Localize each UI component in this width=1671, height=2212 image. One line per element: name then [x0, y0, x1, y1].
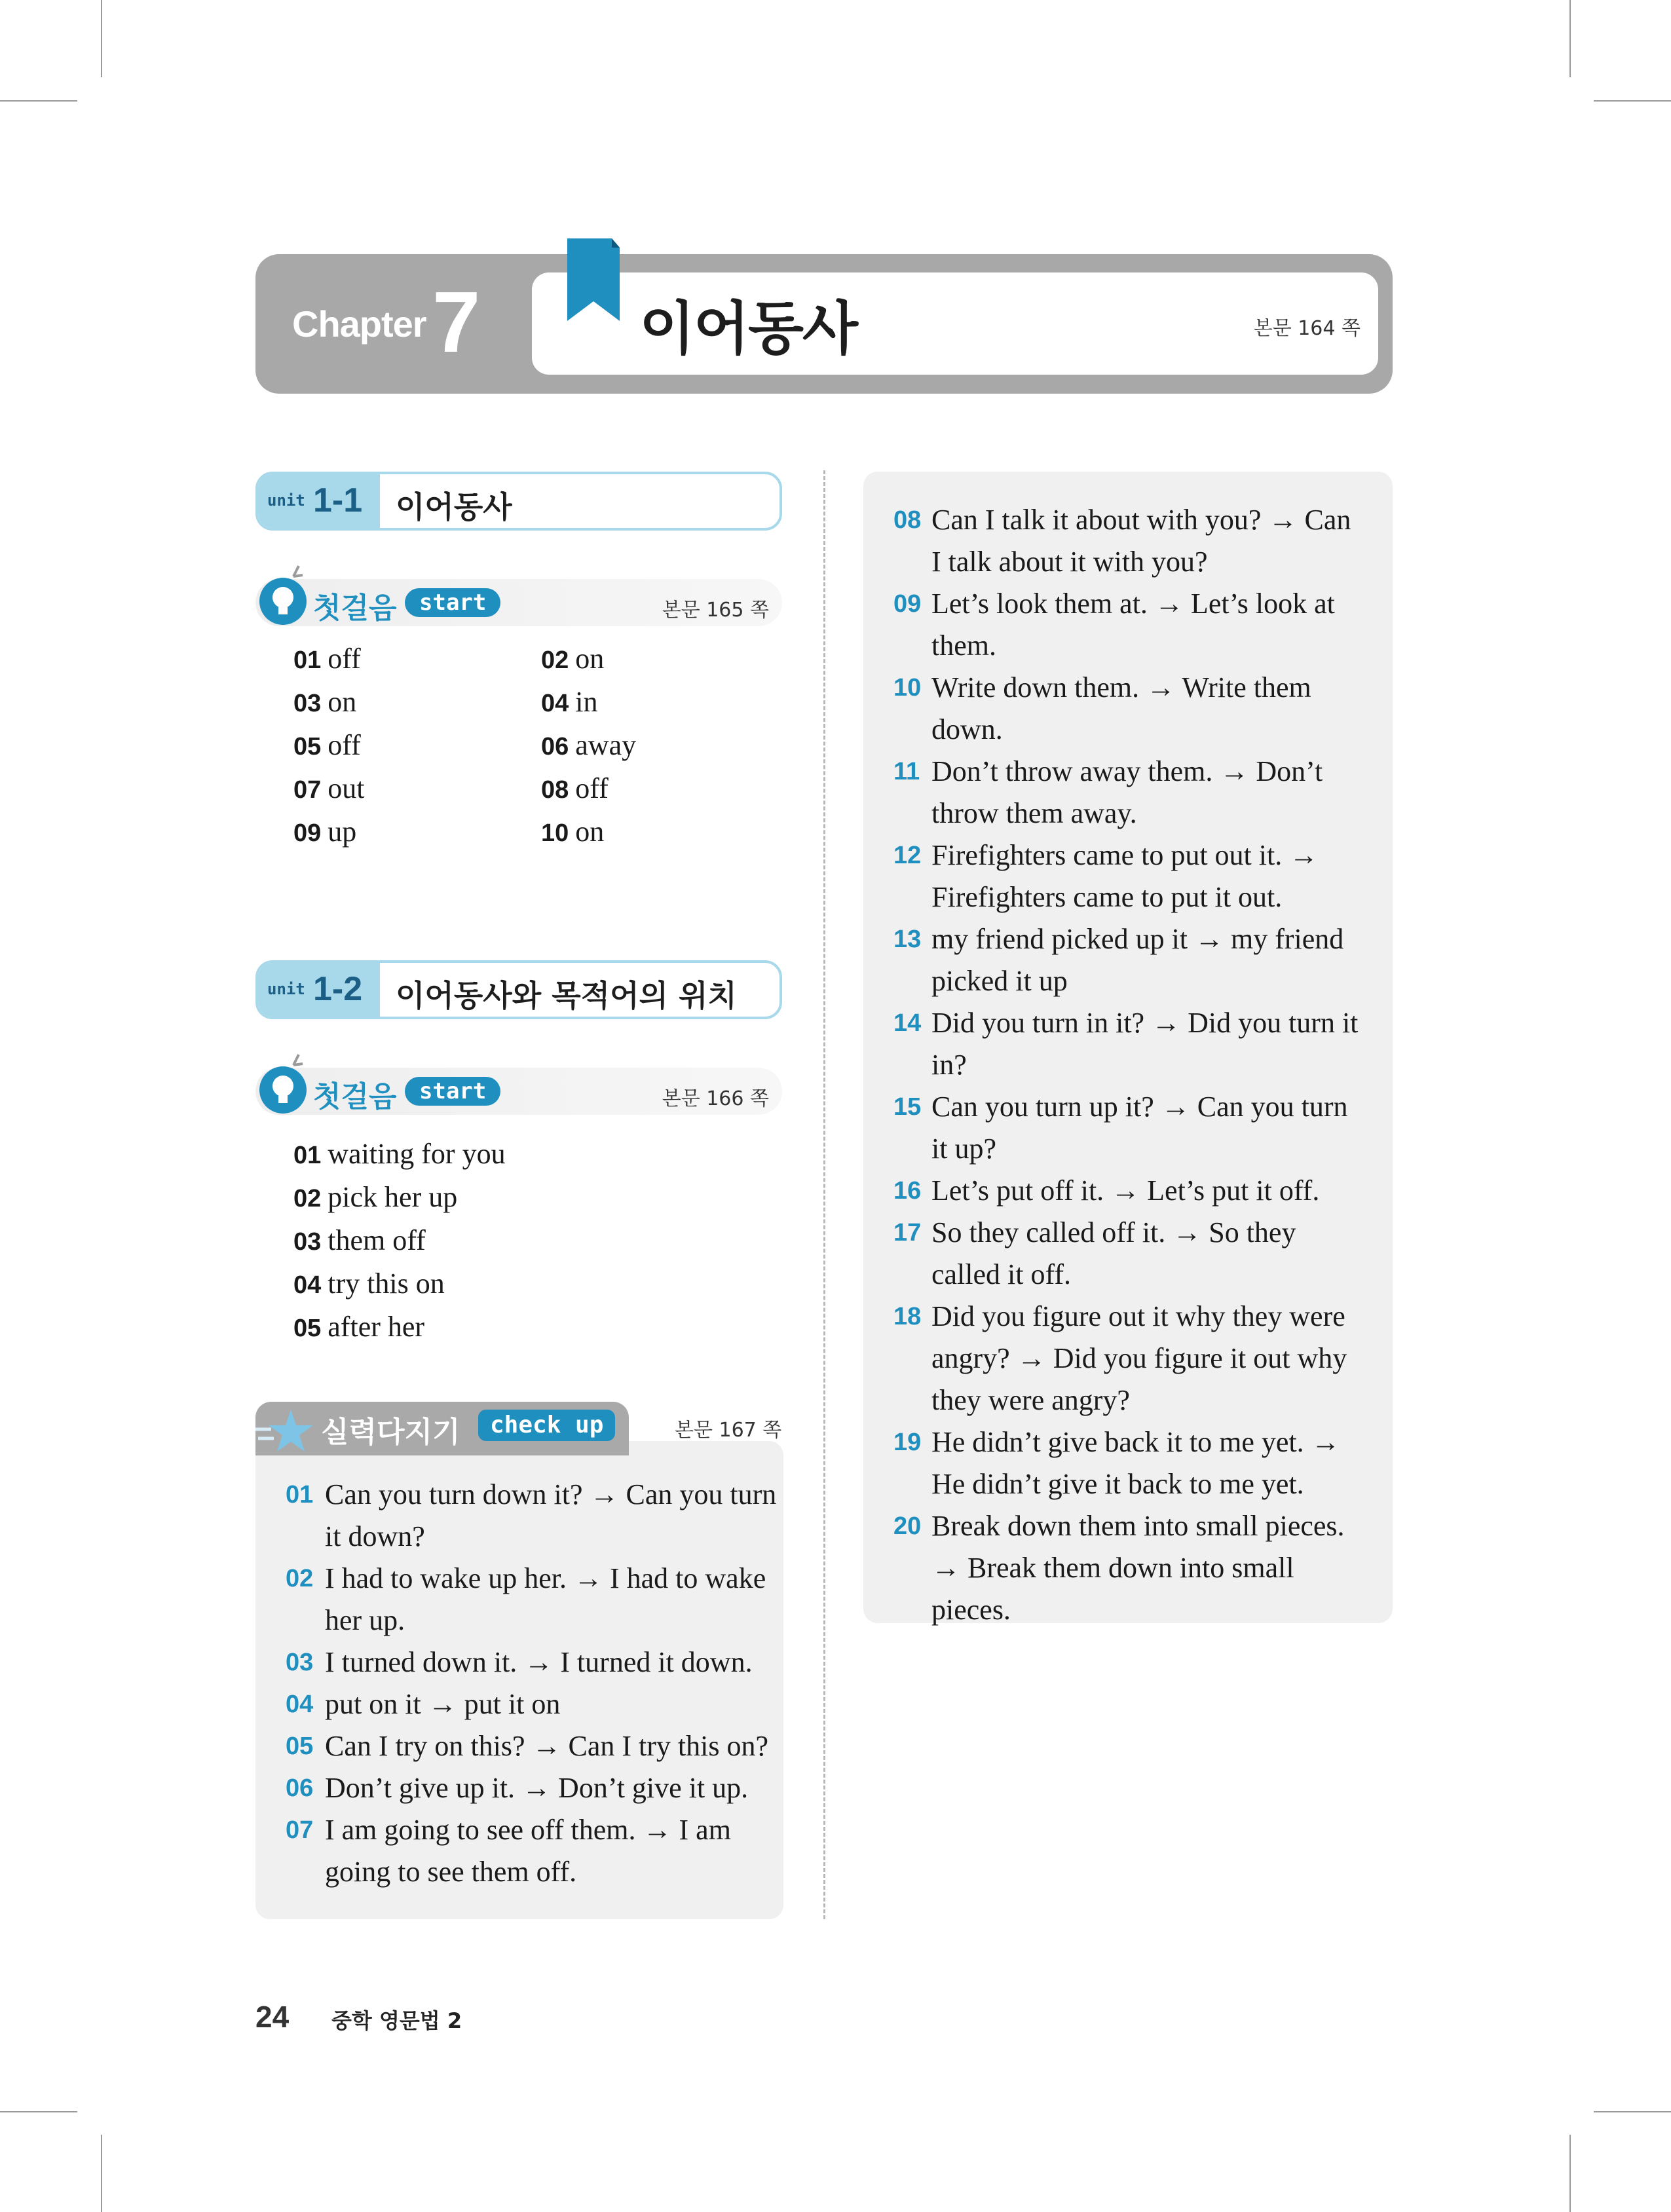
step-title-en: start [405, 588, 500, 617]
answer-number: 05 [293, 1315, 322, 1342]
crop-mark [0, 2111, 77, 2112]
question-item [893, 1002, 1365, 1086]
question-text: Did you turn in it? → Did you turn it in? [931, 1007, 1359, 1081]
answer-number: 05 [293, 733, 322, 760]
question-item [893, 918, 1365, 1002]
answer-number: 04 [293, 1271, 322, 1299]
question-number: 09 [893, 590, 922, 618]
answer-text: off [328, 729, 361, 761]
answer-text: try this on [328, 1267, 445, 1300]
answer-text: off [575, 772, 609, 804]
crop-mark [0, 100, 77, 102]
question-item [893, 1421, 1365, 1505]
checkup-list-right [893, 499, 1365, 1631]
answer-text: away [575, 729, 637, 761]
answer-number: 01 [293, 647, 322, 674]
question-number: 10 [893, 674, 922, 702]
answer-text: pick her up [328, 1181, 458, 1213]
question-item [893, 1086, 1365, 1170]
unit-number: 1-2 [313, 970, 363, 1008]
question-text: Don’t give up it. → Don’t give it up. [325, 1772, 749, 1804]
answer-text: out [328, 772, 365, 804]
question-number: 18 [893, 1303, 922, 1330]
question-text: I turned down it. → I turned it down. [325, 1646, 753, 1678]
answer-number: 08 [541, 776, 569, 804]
question-text: I am going to see off them. → I am going to see them off. [325, 1814, 731, 1888]
answer-text: them off [328, 1224, 426, 1256]
unit-word: unit [267, 980, 305, 998]
question-text: Don’t throw away them. → Don’t throw them away. [931, 755, 1323, 829]
question-text: Can you turn up it? → Can you turn it up? [931, 1091, 1348, 1165]
question-item [286, 1641, 783, 1683]
unit-banner-1-2 [255, 960, 782, 1019]
crop-mark [1569, 2135, 1571, 2212]
answer-item [293, 772, 365, 805]
question-number: 02 [286, 1565, 314, 1592]
answer-item [541, 772, 609, 805]
answer-number: 09 [293, 819, 322, 847]
answer-text: on [575, 643, 605, 675]
question-item [893, 667, 1365, 751]
answer-number: 07 [293, 776, 322, 804]
chapter-number: 7 [432, 274, 481, 370]
answer-item [293, 685, 356, 719]
answer-text: on [328, 686, 357, 718]
crop-mark [101, 0, 102, 77]
question-number: 05 [286, 1733, 314, 1760]
chapter-page-ref: 본문 164 쪽 [1253, 317, 1361, 340]
checkup-header [255, 1402, 629, 1455]
question-number: 14 [893, 1009, 922, 1037]
answer-number: 03 [293, 1228, 322, 1256]
question-number: 11 [893, 758, 920, 785]
question-number: 01 [286, 1481, 314, 1509]
question-number: 03 [286, 1649, 314, 1676]
question-item [893, 1505, 1365, 1631]
unit-word: unit [267, 491, 305, 510]
answer-item [293, 1224, 426, 1257]
checkup-page-ref: 본문 167 쪽 [675, 1419, 782, 1442]
step-header-start [255, 1068, 782, 1115]
crop-mark [1569, 0, 1571, 77]
question-text: I had to wake up her. → I had to wake her up. [325, 1562, 766, 1636]
answer-item [293, 815, 356, 848]
question-text: Write down them. → Write them down. [931, 671, 1311, 745]
answer-item [541, 815, 604, 848]
answer-item [293, 728, 361, 762]
question-number: 20 [893, 1512, 922, 1540]
step-page-ref: 본문 166 쪽 [662, 1087, 769, 1110]
step-title-ko: 첫걸음 [313, 591, 397, 625]
question-number: 06 [286, 1774, 314, 1802]
checkup-title-en: check up [478, 1410, 615, 1441]
question-number: 08 [893, 506, 922, 534]
question-text: put on it → put it on [325, 1688, 561, 1720]
question-item [893, 1212, 1365, 1296]
question-text: Can you turn down it? → Can you turn it down? [325, 1478, 777, 1552]
question-text: Let’s put off it. → Let’s put it off. [931, 1174, 1320, 1207]
chapter-title: 이어동사 [639, 295, 857, 362]
question-item [286, 1474, 783, 1558]
question-number: 17 [893, 1219, 922, 1247]
answer-text: waiting for you [328, 1138, 506, 1170]
question-number: 12 [893, 842, 922, 869]
answer-text: after her [328, 1311, 425, 1343]
answer-item [293, 1310, 424, 1343]
answer-item [293, 1267, 445, 1300]
question-number: 19 [893, 1429, 922, 1456]
question-number: 15 [893, 1093, 922, 1121]
answer-item [541, 685, 598, 719]
question-text: He didn’t give back it to me yet. → He didn’t give it back to me yet. [931, 1426, 1340, 1500]
answer-text: in [575, 686, 598, 718]
answer-item [541, 642, 604, 675]
question-number: 16 [893, 1177, 922, 1205]
answer-number: 02 [293, 1185, 322, 1212]
step-header-start [255, 579, 782, 626]
unit-title: 이어동사 [396, 489, 512, 525]
chapter-label: Chapter [292, 303, 426, 345]
question-item [286, 1809, 783, 1893]
question-item [893, 583, 1365, 667]
question-text: Can I talk it about with you? → Can I talk about it with you? [931, 504, 1351, 578]
question-item [893, 834, 1365, 918]
step-title-ko: 첫걸음 [313, 1080, 397, 1114]
step-page-ref: 본문 165 쪽 [662, 599, 769, 622]
question-item [286, 1767, 783, 1809]
checkup-list-left [286, 1474, 783, 1893]
crop-mark [1594, 100, 1671, 102]
question-item [893, 1296, 1365, 1421]
answer-text: off [328, 643, 361, 675]
column-divider [823, 470, 825, 1919]
answer-number: 10 [541, 819, 569, 847]
answer-text: up [328, 815, 357, 848]
answer-item [541, 728, 636, 762]
answer-number: 02 [541, 647, 569, 674]
question-number: 07 [286, 1816, 314, 1844]
page-number: 24 [255, 2000, 290, 2034]
lightbulb-icon [255, 1052, 312, 1117]
answer-number: 04 [541, 690, 569, 717]
crop-mark [1594, 2111, 1671, 2112]
star-icon [252, 1404, 324, 1457]
question-item [893, 1170, 1365, 1212]
question-item [893, 751, 1365, 834]
book-title: 중학 영문법 2 [331, 2008, 462, 2033]
answer-number: 01 [293, 1142, 322, 1169]
question-text: Firefighters came to put out it. → Firefighters came to put it out. [931, 839, 1319, 913]
unit-number: 1-1 [313, 481, 363, 519]
answer-item [293, 642, 361, 675]
checkup-title-ko: 실력다지기 [321, 1415, 460, 1449]
crop-mark [101, 2135, 102, 2212]
answer-item [293, 1137, 506, 1171]
unit-title: 이어동사와 목적어의 위치 [396, 978, 737, 1013]
question-text: Break down them into small pieces. → Break them down into small pieces. [931, 1510, 1345, 1626]
question-number: 13 [893, 926, 922, 953]
answer-number: 06 [541, 733, 569, 760]
answer-text: on [575, 815, 605, 848]
step-title-en: start [405, 1077, 500, 1106]
question-text: Did you figure out it why they were angry? → Did you figure it out why they were angry? [931, 1300, 1347, 1416]
question-text: Can I try on this? → Can I try this on? [325, 1730, 769, 1762]
question-text: Let’s look them at. → Let’s look at them. [931, 588, 1335, 662]
question-text: So they called off it. → So they called it off. [931, 1216, 1296, 1290]
question-item [286, 1725, 783, 1767]
question-text: my friend picked up it → my friend picked it up [931, 923, 1344, 997]
unit-banner-1-1 [255, 472, 782, 531]
question-item [286, 1558, 783, 1641]
lightbulb-icon [255, 563, 312, 629]
question-number: 04 [286, 1691, 314, 1718]
answer-number: 03 [293, 690, 322, 717]
question-item [893, 499, 1365, 583]
bookmark-icon [567, 238, 620, 324]
question-item [286, 1683, 783, 1725]
answer-item [293, 1180, 457, 1214]
